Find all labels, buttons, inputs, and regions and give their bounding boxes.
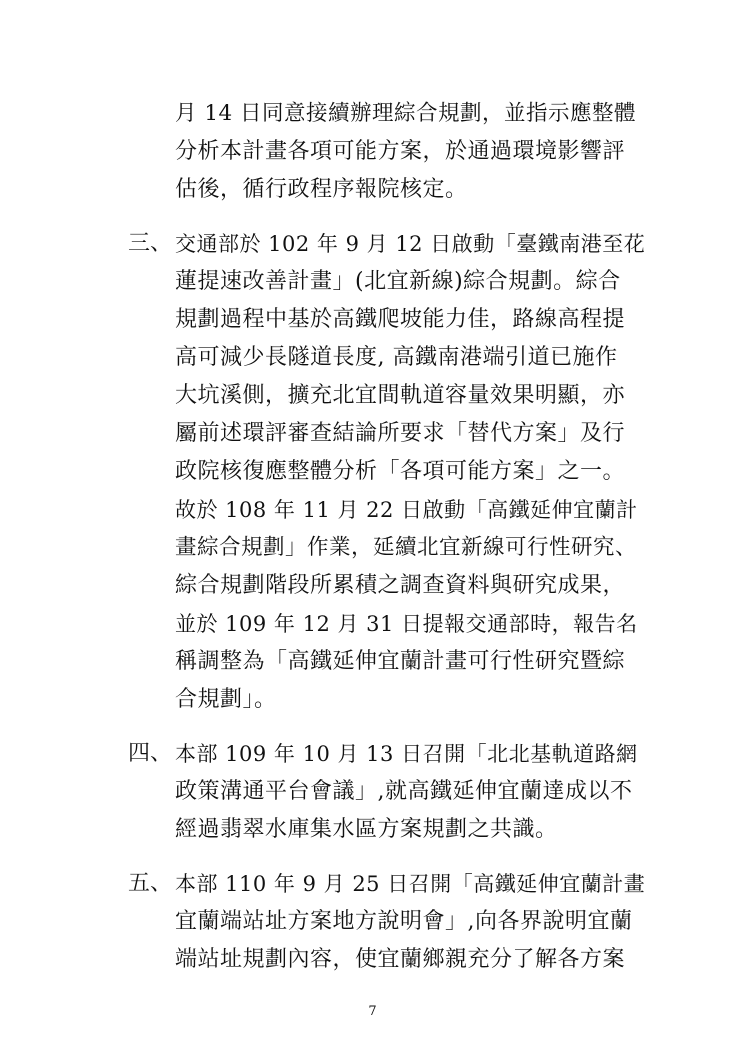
paragraph-line: 月 14 日同意接續辦理綜合規劃，並指示應整體 xyxy=(175,101,637,126)
list-marker: 四、 xyxy=(128,741,173,766)
list-item-line: 政院核復應整體分析「各項可能方案」之一。 xyxy=(175,459,626,484)
list-item-line: 經過翡翠水庫集水區方案規劃之共識。 xyxy=(175,817,558,842)
list-item-line: 本部 110 年 9 月 25 日召開「高鐵延伸宜蘭計畫 xyxy=(175,872,646,896)
list-item-line: 並於 109 年 12 月 31 日提報交通部時，報告名 xyxy=(175,612,638,636)
list-item-line: 大坑溪側，擴充北宜間軌道容量效果明顯，亦 xyxy=(175,383,626,408)
list-marker: 三、 xyxy=(128,231,173,256)
list-marker: 五、 xyxy=(128,871,173,896)
list-item-line: 合規劃」。 xyxy=(175,687,277,712)
list-item-line: 稱調整為「高鐵延伸宜蘭計畫可行性研究暨綜 xyxy=(175,649,626,674)
page-number: 7 xyxy=(368,1004,377,1019)
list-item-line: 畫綜合規劃」作業，延續北宜新線可行性研究、 xyxy=(175,535,638,560)
list-item-line: 端站址規劃內容，使宜蘭鄉親充分了解各方案 xyxy=(175,947,626,972)
list-item-line: 交通部於 102 年 9 月 12 日啟動「臺鐵南港至花 xyxy=(175,232,646,256)
list-item-line: 故於 108 年 11 月 22 日啟動「高鐵延伸宜蘭計 xyxy=(175,498,638,522)
list-item-line: 規劃過程中基於高鐵爬坡能力佳，路線高程提 xyxy=(175,307,626,332)
list-item-line: 政策溝通平台會議」,就高鐵延伸宜蘭達成以不 xyxy=(175,779,633,804)
list-item-line: 宜蘭端站址方案地方說明會」,向各界說明宜蘭 xyxy=(175,909,633,934)
paragraph-line: 分析本計畫各項可能方案，於通過環境影響評 xyxy=(175,139,626,164)
list-item-line: 綜合規劃階段所累積之調查資料與研究成果， xyxy=(175,573,626,598)
list-item-line: 蓮提速改善計畫」(北宜新線)綜合規劃。綜合 xyxy=(175,269,621,294)
list-item-line: 高可減少長隧道長度, 高鐵南港端引道已施作 xyxy=(175,345,618,370)
list-item-line: 本部 109 年 10 月 13 日召開「北北基軌道路網 xyxy=(175,742,638,766)
paragraph-line: 估後，循行政程序報院核定。 xyxy=(175,177,468,202)
list-item-line: 屬前述環評審查結論所要求「替代方案」及行 xyxy=(175,421,626,446)
